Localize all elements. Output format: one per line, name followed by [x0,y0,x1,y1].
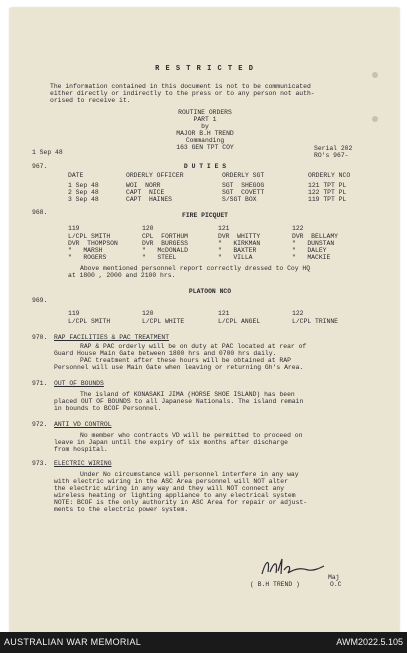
platoon-nco-name: L/CPL ANGEL [218,318,261,325]
wiring-line: ments to the electric power system. [54,506,189,513]
archive-name: AUSTRALIAN WAR MEMORIAL [4,637,142,647]
picquet-member: DVR BELLAMY [292,233,339,240]
notice-line: orised to receive it. [50,97,131,104]
rap-line: Guard House Main Gate between 1800 hrs and 0700 hrs daily. [54,350,277,357]
bounds-line: The island of KONASAKI JIMA (HORSE SHOE ISLAND) has been [80,391,295,398]
picquet-member: " KIRKMAN [218,240,261,247]
picquet-member: DVR THOMPSON [68,240,118,247]
serial-number: Serial 202 [314,145,353,152]
picquet-member: " VILLA [218,254,253,261]
bounds-line: placed OUT OF BOUNDS to all Japanese Nationals. The island remain [54,398,304,405]
orders-date: 1 Sep 48 [32,149,63,156]
col-header-date: DATE [68,172,84,179]
out-of-bounds-heading: OUT OF BOUNDS [54,380,104,387]
section-number: 969. [32,297,48,304]
section-number: 968. [32,209,48,216]
wiring-line: Under No circumstance will personnel interfere in any way [80,471,299,478]
section-number: 970. [32,334,48,341]
section-number: 973. [32,460,48,467]
wiring-line: wireless heating or lighting appliance to any electrical system [54,492,296,499]
duty-nco: 119 TPT PL [308,196,347,203]
picquet-member: CPL FORTHUM [142,233,189,240]
wiring-line: with electric wiring in the ASC Area personnel will NOT alter [54,478,288,485]
rap-line: PAC treatment after these hours will be obtained at RAP [80,357,291,364]
signatory-role: O.C [330,581,342,588]
platoon-number: 119 [68,225,80,232]
picquet-member: DVR BURGESS [142,240,189,247]
duty-date: 2 Sep 48 [68,189,99,196]
signatory-rank: Maj [328,574,340,581]
platoon-number: 122 [292,225,304,232]
picquet-member: " STEEL [142,254,177,261]
orders-part: PART 1 [193,116,217,123]
picquet-note: Above mentioned personnel report correctly dressed to Coy HQ [80,265,311,272]
platoon-nco-heading: PLATOON NCO [188,288,232,295]
vd-line: from hospital. [54,446,108,453]
section-number: 972. [32,421,48,428]
platoon-number: 120 [142,310,154,317]
picquet-member: " MARSH [68,247,103,254]
duty-sgt: S/SGT BOX [222,196,257,203]
duty-nco: 122 TPT PL [308,189,347,196]
ro-number: RO's 967- [314,152,349,159]
picquet-member: " DALEY [292,247,327,254]
unit-name: 163 GEN TPT COY [176,144,234,151]
duty-date: 1 Sep 48 [68,182,99,189]
section-number: 971. [32,380,48,387]
document-page [10,8,399,632]
picquet-member: " DUNSTAN [292,240,335,247]
duty-nco: 121 TPT PL [308,182,347,189]
vd-line: No member who contracts VD will be permitted to proceed on [80,432,303,439]
bounds-line: in bounds to BCOF Personnel. [54,405,162,412]
signatory-name: ( B.H TREND ) [250,581,300,588]
anti-vd-heading: ANTI VD CONTROL [54,421,112,428]
duty-date: 3 Sep 48 [68,196,99,203]
archive-reference: AWM2022.5.105 [336,637,403,647]
platoon-number: 120 [142,225,154,232]
notice-line: either directly or indirectly to the press or to any person not auth- [50,90,315,97]
rap-heading: RAP FACILITIES & PAC TREATMENT [54,334,170,341]
duty-sgt: SGT COVETT [222,189,265,196]
duties-heading: D U T I E S [183,163,227,170]
duty-officer: CAPT NICE [126,189,165,196]
archive-footer [0,632,407,653]
orders-by: by [201,123,209,130]
punch-hole [372,116,378,122]
orders-title: ROUTINE ORDERS [178,109,232,116]
platoon-number: 119 [68,310,80,317]
duty-sgt: SGT SHEGOG [222,182,265,189]
col-header-orderly-sgt: ORDERLY SGT [222,172,265,179]
platoon-nco-name: L/CPL TRINNE [292,318,339,325]
picquet-member: " MACKIE [292,254,331,261]
vd-line: leave in Japan until the expiry of six months after discharge [54,439,288,446]
commander-name: MAJOR B.H TREND [176,130,234,137]
platoon-nco-name: L/CPL SMITH [68,318,111,325]
picquet-member: DVR WHITTY [218,233,261,240]
duty-officer: WOI NORR [126,182,161,189]
classification-heading: R E S T R I C T E D [155,65,254,73]
rap-line: Personnel will use Main Gate when leaving or returning Gh's Area. [54,364,304,371]
section-number: 967. [32,163,48,170]
picquet-note: at 1800 , 2000 and 2100 hrs. [68,272,176,279]
picquet-member: " ROGERS [68,254,107,261]
wiring-line: the electric wiring in any way and they will NOT connect any [54,485,285,492]
notice-line: The information contained in this document is not to be communicated [50,83,311,90]
rap-line: RAP & PAC orderly will be on duty at PAC located at rear of [80,343,307,350]
platoon-number: 121 [218,310,230,317]
platoon-number: 121 [218,225,230,232]
handwritten-signature [258,556,328,580]
picquet-member: " BAXTER [218,247,257,254]
electric-wiring-heading: ELECTRIC WIRING [54,460,112,467]
col-header-orderly-nco: ORDERLY NCO [308,172,351,179]
platoon-number: 122 [292,310,304,317]
commanding-label: Commanding [185,137,225,144]
picquet-member: " McDONALD [142,247,189,254]
col-header-orderly-officer: ORDERLY OFFICER [126,172,184,179]
picquet-member: L/CPL SMITH [68,233,111,240]
fire-picquet-heading: FIRE PICQUET [181,212,229,219]
wiring-line: NOTE: BCOF is the only authority in ASC Area for repair or adjust- [54,499,308,506]
platoon-nco-name: L/CPL WHITE [142,318,185,325]
duty-officer: CAPT HAINES [126,196,173,203]
